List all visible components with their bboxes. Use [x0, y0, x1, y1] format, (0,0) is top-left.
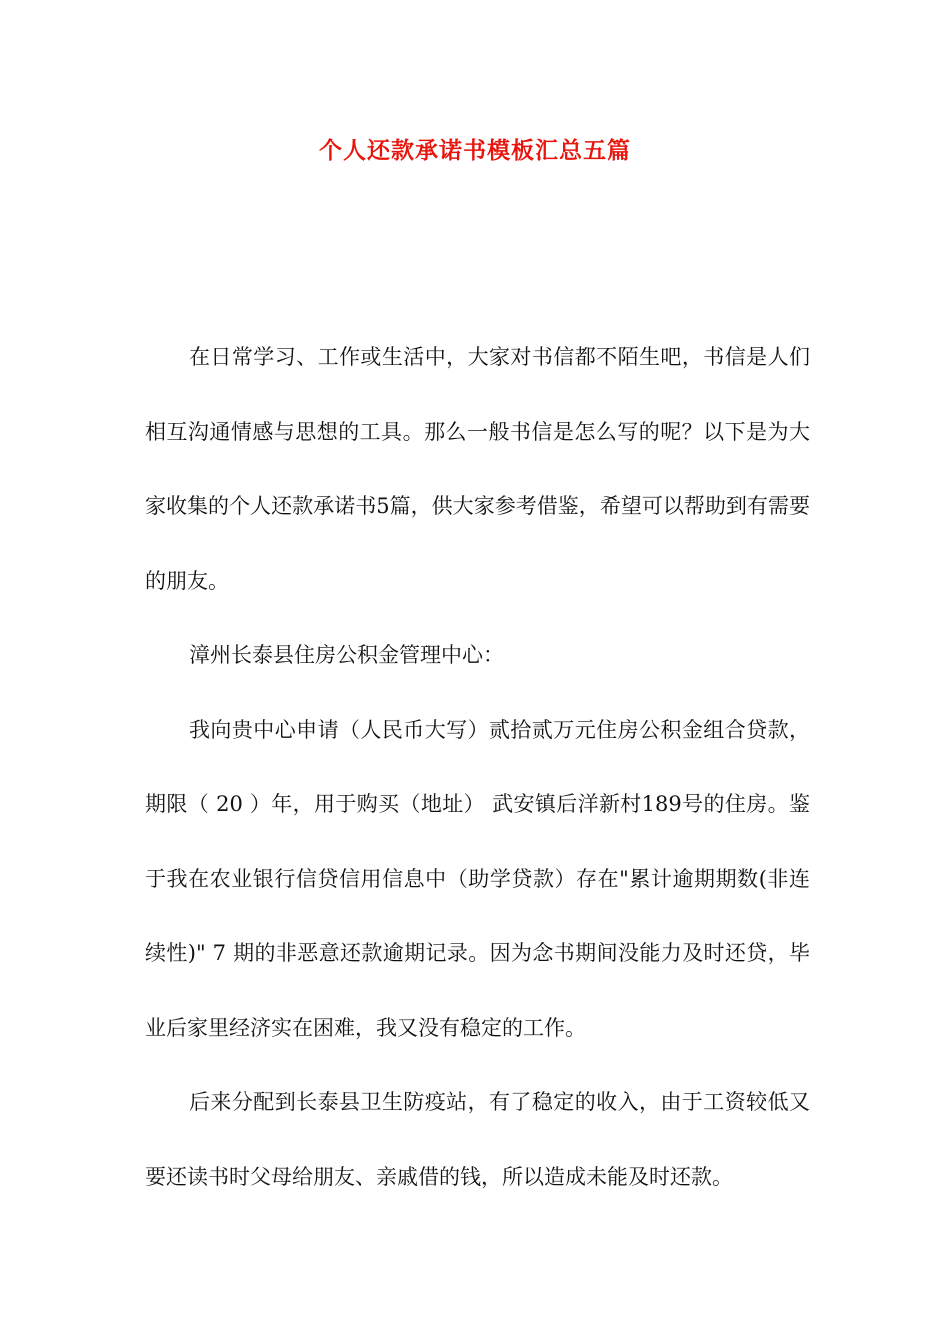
- document-body: [145, 320, 810, 1214]
- paragraph-application: 我向贵中心申请（人民币大写）贰拾贰万元住房公积金组合贷款，期限（ 20 ）年，用于购买（地址） 武安镇后洋新村189号的住房。鉴于我在农业银行信贷信用信息中（助学贷款）存在"累计逾期期数(非连续性)" 7 期的非恶意还款逾期记录。因为念书期间没能力及时还贷，毕业后家里经济实在困难，我又没有稳定的工作。: [145, 717, 810, 1040]
- paragraph-explanation: 后来分配到长泰县卫生防疫站，有了稳定的收入，由于工资较低又要还读书时父母给朋友、亲戚借的钱，所以造成未能及时还款。: [145, 1090, 810, 1189]
- paragraph-addressee: 漳州长泰县住房公积金管理中心：: [189, 643, 504, 667]
- paragraph-intro: 在日常学习、工作或生活中，大家对书信都不陌生吧，书信是人们相互沟通情感与思想的工具。那么一般书信是怎么写的呢？以下是为大家收集的个人还款承诺书5篇，供大家参考借鉴，希望可以帮助到有需要的朋友。: [145, 345, 810, 593]
- document-title: 个人还款承诺书模板汇总五篇: [319, 137, 631, 164]
